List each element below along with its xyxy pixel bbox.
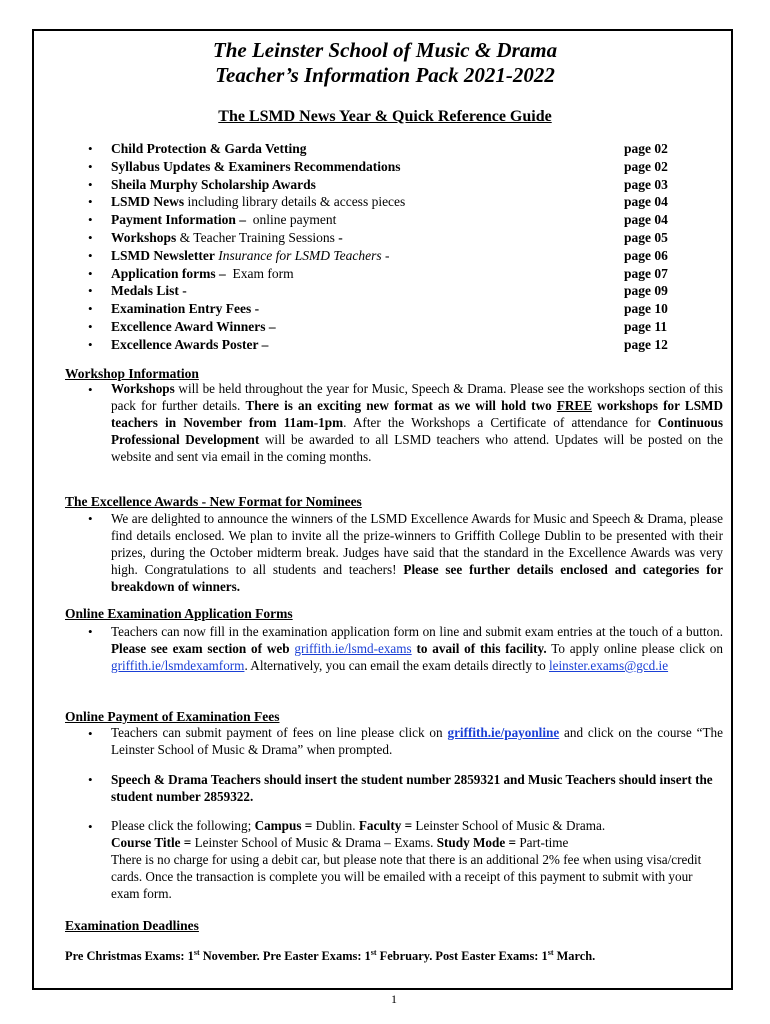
workshop-heading: Workshop Information [65, 366, 199, 381]
table-of-contents [88, 140, 688, 354]
deadlines-heading: Examination Deadlines [65, 918, 199, 933]
bullet-icon: • [88, 624, 93, 639]
toc-page: page 07 [624, 265, 668, 281]
toc-item: • Sheila Murphy Scholarship Awards page 03 [88, 176, 688, 194]
online-forms-paragraph: Teachers can now fill in the examination application form on line and submit exam entries at the touch of a button. Please see exam section of web griffith.ie/lsmd-exams to avail of this facility. To apply online please click on griffith.ie/lsmdexamform. Alternatively, you can email the exam details directly to leinster.exams@gcd.ie [111, 624, 723, 673]
toc-item: • Examination Entry Fees - page 10 [88, 300, 688, 318]
toc-page: page 04 [624, 194, 668, 210]
excellence-paragraph: We are delighted to announce the winners of the LSMD Excellence Awards for Music and Speech & Drama, please find details enclosed. We plan to invite all the prize-winners to Griffith College Dublin to be presented with their prizes, during the October midterm break. Judges have said that the standard in the Excellence Awards was very high. Congratulations to all students and teachers! Please see further details enclosed and categories for breakdown of winners. [111, 511, 723, 594]
toc-page: page 05 [624, 229, 668, 245]
toc-page: page 02 [624, 158, 668, 174]
page-number: 1 [391, 992, 397, 1006]
exams-link[interactable]: griffith.ie/lsmd-exams [294, 640, 412, 656]
workshop-paragraph: Workshops will be held throughout the year for Music, Speech & Drama. Please see the workshops section of this pack for further details. There is an exciting new format as we will hold two FREE workshops for LSMD teachers in November from 11am-1pm. After the Workshops a Certificate of attendance for Continuous Professional Development will be awarded to all LSMD teachers who attend. Updates will be posted on the website and sent via email in the coming months. [111, 381, 723, 464]
toc-item: • LSMD News including library details & access pieces page 04 [88, 193, 688, 211]
online-payment-heading: Online Payment of Examination Fees [65, 709, 280, 724]
toc-item: • LSMD Newsletter Insurance for LSMD Teachers - page 06 [88, 247, 688, 265]
toc-page: page 04 [624, 212, 668, 228]
toc-page: page 03 [624, 176, 668, 192]
bullet-icon: • [88, 382, 93, 397]
toc-item: • Workshops & Teacher Training Sessions - page 05 [88, 229, 688, 247]
toc-item: • Child Protection & Garda Vetting page 02 [88, 140, 688, 158]
toc-page: page 11 [624, 318, 668, 334]
toc-item: • Excellence Award Winners – page 11 [88, 318, 688, 336]
toc-item: • Payment Information – online payment page 04 [88, 211, 688, 229]
exam-form-link[interactable]: griffith.ie/lsmdexamform [111, 657, 245, 673]
toc-item: • Application forms – Exam form page 07 [88, 265, 688, 283]
bullet-icon: • [88, 511, 93, 526]
subtitle: The LSMD News Year & Quick Reference Guide [218, 108, 552, 125]
payment-paragraph-1: Teachers can submit payment of fees on line please click on griffith.ie/payonline and click on the course “The Leinster School of Music & Drama” when prompted. [111, 725, 723, 757]
toc-page: page 06 [624, 247, 668, 263]
bullet-icon: • [88, 772, 93, 787]
toc-item: • Syllabus Updates & Examiners Recommendations page 02 [88, 158, 688, 176]
payment-paragraph-2: Speech & Drama Teachers should insert the student number 2859321 and Music Teachers should insert the student number 2859322. [111, 772, 713, 804]
toc-page: page 10 [624, 301, 668, 317]
payonline-link[interactable]: griffith.ie/payonline [447, 725, 560, 740]
title-line-1: The Leinster School of Music & Drama [212, 38, 558, 62]
toc-item: • Excellence Awards Poster – page 12 [88, 336, 688, 354]
online-forms-heading: Online Examination Application Forms [65, 606, 293, 621]
toc-item: • Medals List - page 09 [88, 282, 688, 300]
bullet-icon: • [88, 726, 93, 741]
toc-page: page 02 [624, 141, 668, 156]
toc-page: page 12 [624, 336, 668, 352]
excellence-heading: The Excellence Awards - New Format for Nominees [65, 494, 362, 509]
payment-paragraph-3: Please click the following; Campus = Dublin. Faculty = Leinster School of Music & Drama. Course Title = Leinster School of Music & Drama – Exams. Study Mode = Part-time There is no charge for using a debit car, but please note that there is an additional 2% fee when using visa/credit cards. Once the transaction is complete you will be emailed with a receipt of this payment to submit with your exam form. [111, 818, 702, 901]
bullet-icon: • [88, 819, 93, 834]
email-link[interactable]: leinster.exams@gcd.ie [549, 657, 669, 673]
deadlines-text: Pre Christmas Exams: 1st November. Pre Easter Exams: 1st February. Post Easter Exams: 1st March. [65, 948, 596, 964]
toc-page: page 09 [624, 283, 668, 299]
title-line-2: Teacher’s Information Pack 2021-2022 [215, 63, 555, 87]
